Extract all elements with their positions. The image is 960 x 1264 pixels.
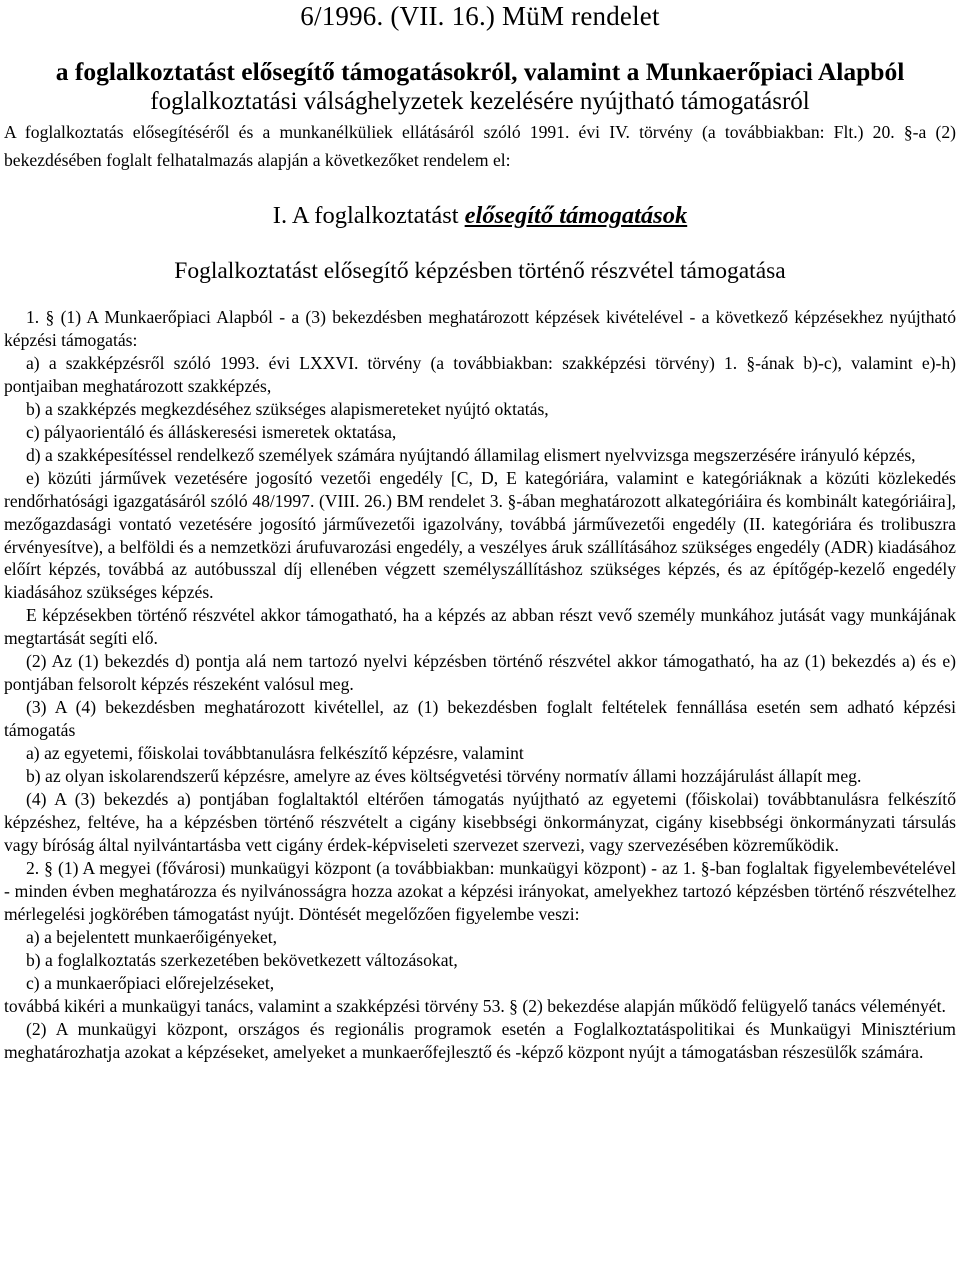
- list-item: b) az olyan iskolarendszerű képzésre, amelyre az éves költségvetési törvény normatív állami hozzájárulást állapít meg.: [26, 766, 862, 787]
- list-item: e) közúti járművek vezetésére jogosító vezetői engedély [C, D, E kategóriára, valamint e kategóriáknak a közúti közlekedés rendőrhatósági igazgatásáról szóló 48/1997. (VIII. 26.) BM rendelet 3. §-ában meghatározott alkategóriáira és kombinált kategóriáira], mezőgazdasági vontató vezetésére jogosító járművezetői igazolvány, továbbá járművezetői engedély (II. kategóriára és trolibuszra érvényesítve), a belföldi és a nemzetközi árufuvarozási engedély, a veszélyes áruk szállításához szükséges engedély (ADR) kiadásához előírt képzés, továbbá az autóbusszal díj ellenében végzett személyszállításhoz szükséges képzés, és az építőgép-kezelő engedély kiadásához szükséges képzés.: [4, 467, 956, 603]
- list-item: a) a bejelentett munkaerőigényeket,: [26, 926, 278, 947]
- decree-subtitle-line-2: foglalkoztatási válsághelyzetek kezelésére nyújtható támogatásról: [150, 88, 810, 115]
- paragraph: (3) A (4) bekezdésben meghatározott kivétellel, az (1) bekezdésben foglalt feltételek fennállása esetén sem adható képzési támogatás: [4, 697, 956, 741]
- list-item: b) a szakképzés megkezdéséhez szükséges alapismereteket nyújtó oktatás,: [26, 398, 549, 419]
- paragraph: 2. § (1) A megyei (fővárosi) munkaügyi központ (a továbbiakban: munkaügyi központ) - az 1. §-ban foglaltak figyelembevételével - minden évben meghatározza és nyilvánosságra hozza azokat a képzési irányokat, amelyekhez tartozó képzésben történő részvételhez mérlegelési jogkörében támogatást nyújt. Döntését megelőzően figyelembe veszi:: [4, 857, 956, 924]
- section-subheading: Foglalkoztatást elősegítő képzésben történő részvétel támogatása: [174, 258, 786, 284]
- paragraph: (2) Az (1) bekezdés d) pontja alá nem tartozó nyelvi képzésben történő részvétel akkor támogatható, ha az (1) bekezdés a) és e) pontjában felsorolt képzés részeként valósul meg.: [4, 651, 956, 695]
- paragraph: (4) A (3) bekezdés a) pontjában foglaltaktól eltérően támogatás nyújtható az egyetemi (főiskolai) továbbtanulásra felkészítő képzéshez, feltéve, ha a képzésben történő részvételt a cigány kisebbségi önkormányzat, cigány kisebbségi önkormányzati társulás vagy bíróság által nyilvántartásba vett cigány érdek-képviseleti szervezet szervezi, vagy szervezésében közreműködik.: [4, 789, 956, 855]
- list-item: d) a szakképesítéssel rendelkező személyek számára nyújtandó államilag elismert nyelvvizsga megszerzésére irányuló képzés,: [26, 444, 916, 465]
- paragraph: 1. § (1) A Munkaerőpiaci Alapból - a (3) bekezdésben meghatározott képzések kivételével - a következő képzésekhez nyújtható képzési támogatás:: [4, 307, 956, 350]
- paragraph: továbbá kikéri a munkaügyi tanács, valamint a szakképzési törvény 53. § (2) bekezdése alapján működő felügyelő tanács véleményét.: [4, 995, 946, 1016]
- paragraph: E képzésekben történő részvétel akkor támogatható, ha a képzés az abban részt vevő személy munkához jutását vagy munkájának megtartását segíti elő.: [4, 605, 956, 649]
- decree-subtitle-text-1: a foglalkoztatást elősegítő támogatásokról, valamint a Munkaerőpiaci Alapból: [55, 57, 905, 86]
- paragraph: (2) A munkaügyi központ, országos és regionális programok esetén a Foglalkoztatáspolitikai és Munkaügyi Minisztérium meghatározhatja azokat a képzéseket, amelyeket a munkaerőfejlesztő és -képző központ nyújt a támogatásban részesülők számára.: [4, 1018, 956, 1062]
- list-item: a) az egyetemi, főiskolai továbbtanulásra felkészítő képzésre, valamint: [26, 743, 524, 764]
- section-number: I. A foglalkoztatást: [272, 202, 459, 229]
- list-item: c) pályaorientáló és álláskeresési ismeretek oktatása,: [26, 421, 397, 442]
- decree-title: 6/1996. (VII. 16.) MüM rendelet: [300, 1, 660, 31]
- section-heading: [4, 201, 956, 231]
- list-item: a) a szakképzésről szóló 1993. évi LXXVI. törvény (a továbbiakban: szakképzési törvény) 1. §-ának b)-c), valamint e)-h) pontjaiban meghatározott szakképzés,: [4, 352, 956, 396]
- decree-subtitle-line-1: [4, 56, 956, 88]
- list-item: b) a foglalkoztatás szerkezetében bekövetkezett változásokat,: [26, 949, 458, 970]
- preamble: A foglalkoztatás elősegítéséről és a munkanélküliek ellátásáról szóló 1991. évi IV. törvény (a továbbiakban: Flt.) 20. §-a (2) bekezdésében foglalt felhatalmazás alapján a következőket rendelem el:: [4, 122, 956, 170]
- document-body: [4, 306, 956, 1063]
- section-title-emphasis: elősegítő támogatások: [464, 202, 688, 229]
- list-item: c) a munkaerőpiaci előrejelzéseket,: [26, 972, 275, 993]
